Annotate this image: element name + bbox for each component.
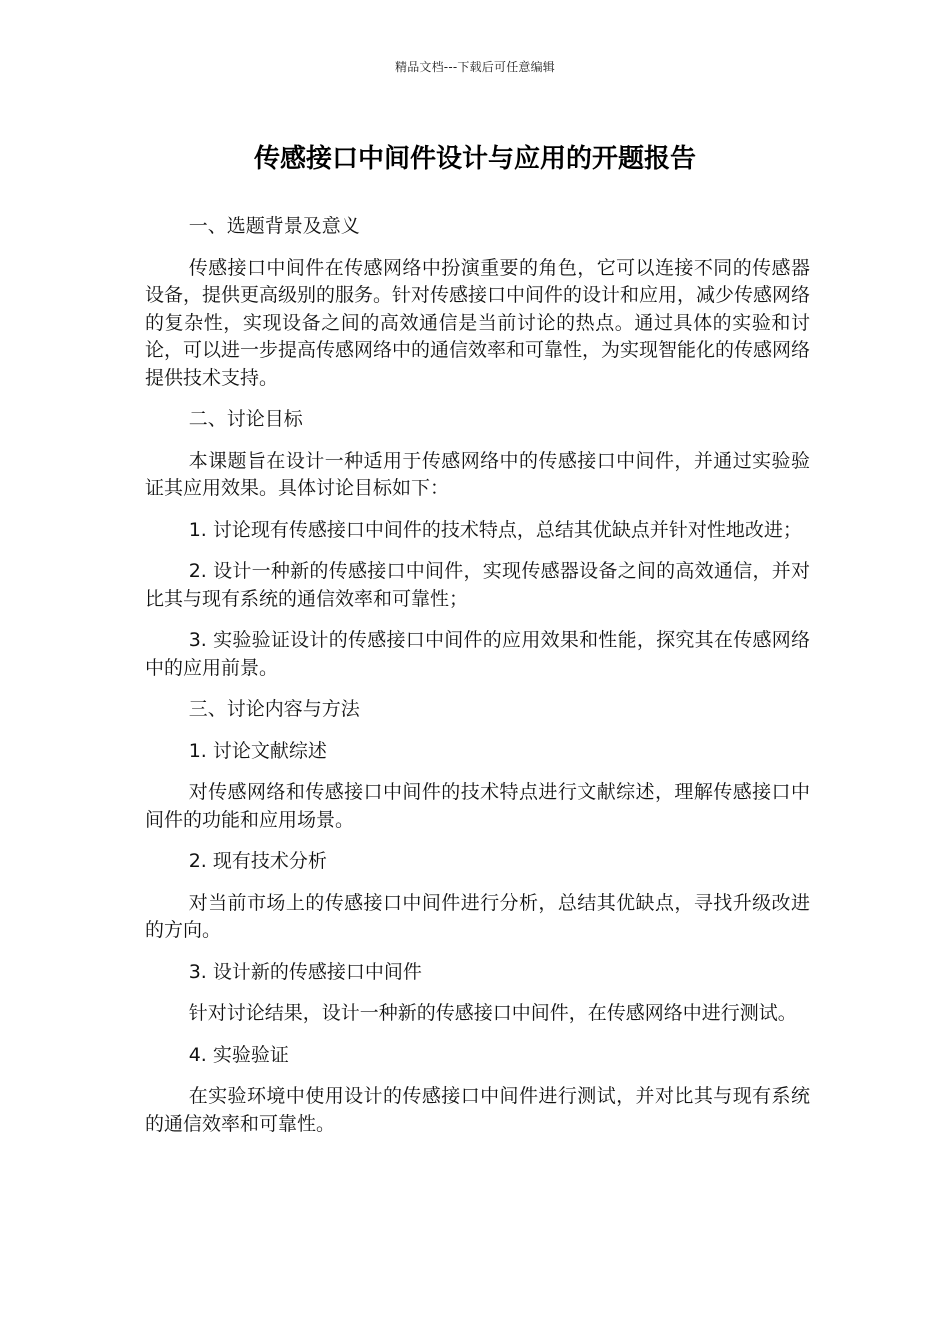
method-heading-3: 3. 设计新的传感接口中间件 [188,960,422,983]
method-paragraph-4: 在实验环境中使用设计的传感接口中间件进行测试，并对比其与现有系统的通信效率和可靠性。 [145,1085,810,1135]
section-heading-methods: 三、讨论内容与方法 [188,698,360,720]
goal-item-1: 1. 讨论现有传感接口中间件的技术特点，总结其优缺点并针对性地改进； [188,518,802,541]
paragraph-goals-intro: 本课题旨在设计一种适用于传感网络中的传感接口中间件，并通过实验验证其应用效果。具体讨论目标如下： [145,449,810,499]
method-paragraph-2: 对当前市场上的传感接口中间件进行分析，总结其优缺点，寻找升级改进的方向。 [145,891,810,941]
page-header: 精品文档---下载后可任意编辑 [395,60,555,74]
section-heading-background: 一、选题背景及意义 [188,215,360,237]
method-heading-4: 4. 实验验证 [188,1043,289,1066]
goal-item-3: 3. 实验验证设计的传感接口中间件的应用效果和性能，探究其在传感网络中的应用前景。 [145,629,810,679]
document-title: 传感接口中间件设计与应用的开题报告 [253,144,696,174]
goal-item-2: 2. 设计一种新的传感接口中间件，实现传感器设备之间的高效通信，并对比其与现有系统的通信效率和可靠性； [145,560,810,610]
method-heading-2: 2. 现有技术分析 [188,850,327,872]
method-paragraph-1: 对传感网络和传感接口中间件的技术特点进行文献综述，理解传感接口中间件的功能和应用场景。 [145,781,810,831]
method-heading-1: 1. 讨论文献综述 [188,739,327,762]
method-paragraph-3: 针对讨论结果，设计一种新的传感接口中间件，在传感网络中进行测试。 [188,1002,797,1024]
document-body [145,213,810,1152]
paragraph-background: 传感接口中间件在传感网络中扮演重要的角色，它可以连接不同的传感器设备，提供更高级别的服务。针对传感接口中间件的设计和应用，减少传感网络的复杂性，实现设备之间的高效通信是当前讨论的热点。通过具体的实验和讨论，可以进一步提高传感网络中的通信效率和可靠性，为实现智能化的传感网络提供技术支持。 [145,256,811,389]
section-heading-goals: 二、讨论目标 [188,408,303,430]
